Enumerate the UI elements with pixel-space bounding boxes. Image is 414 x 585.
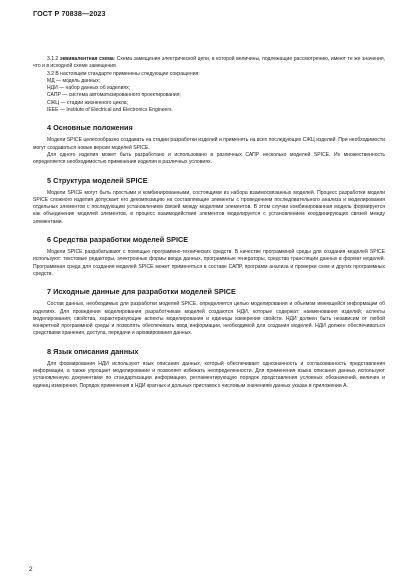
definition-term: эквивалентная схема [59,56,114,62]
abbreviation-item: САПР — система автоматизированного проектирования; [47,92,181,99]
abbreviation-item: IEEE — Institute of Electrical and Electronics Engineers. [47,107,173,114]
section-4-paragraph: Модели SPICE целесообразно создавать на стадии разработки изделий и применять на всех последующих СЖЦ изделий. При необходимости могут создаваться новые версии моделей SPICE. [33,137,385,151]
section-4-heading: 4 Основные положения [47,123,133,133]
definition-text: : Схема замещения электрической цепи, в которой величины, подлежащие рассмотрению, имеют те же значения, что и в исходной схеме замещения. [33,56,385,70]
section-6-paragraph: Модели SPICE разрабатывают с помощью программно-технических средств. В качестве программной среды для создания моделей SPICE используют: текстовые редакторы, электронные формы ввода данных, программные генераторы, средства трансляции данных в формат моделей. Программная среда для создания моделей SPICE может применяться в составе САПР, программ анализа и проверки схем и других программных средств. [33,249,385,277]
section-7-paragraph: Состав данных, необходимых для разработки моделей SPICE, определяется целью моделирования и объемом имеющейся информации об изделиях. Для проведения моделирования разработчикам моделей создаются НДИ, которые содержат: наименования изделий; аспекты моделирования; свойства, характеризующие аспекты моделирования и единицы измерения свойств. НДИ должен быть независим от любой конкретной программной среды и позволять обеспечивать ввод информации, необходимой для создания моделей. НДИ должен обеспечиваться средствами хранения, доступа, передачи и архивирования данных. [33,301,385,337]
abbreviation-item: СЖЦ — стадии жизненного цикла; [47,99,129,106]
abbreviation-item: МД — модель данных; [47,77,101,84]
section-7-heading: 7 Исходные данные для разработки моделей SPICE [47,287,236,297]
section-6-heading: 6 Средства разработки моделей SPICE [47,235,189,245]
section-5-paragraph: Модели SPICE могут быть простыми и комбинированными, состоящими из набора взаимосвязанных моделей. Процесс разработки модели SPICE сложного изделия допускает его декомпозицию на составляющие элементы с проведением последовательного анализа и моделирования отдельных элементов с последующим установлением связей между моделями элементов. В этом случае комбинированная модель формируется как объединение моделей элементов, в процесс взаимодействия элементов моделируется с установлением координирующих связей между элементами. [33,189,385,225]
page-number: 2 [29,566,33,573]
section-8-paragraph: Для формирования НДИ используют язык описания данных, который обеспечивает однозначность и согласованность представления информации, а также упрощает моделирование и позволяет избежать неопределенности. Для применения языка описания данных используют установленную документами по стандартизации информацию, регламентирующую порядок представления условных обозначений, величин и единиц измерения. Порядок применения в НДИ кратных и дольных приставок к числовым значениям данных указан в приложении А. [33,360,385,389]
section-4-paragraph: Для одного изделия может быть разработано и использовано в различных САПР несколько моделей SPICE. Их множественность определяется необходимостью применения изделия в различных условиях. [33,151,385,166]
definition-3-1-2 [33,56,385,71]
abbreviation-item: НДИ — набор данных об изделиях; [47,85,131,92]
abbreviations-intro: 3.2 В настоящем стандарте применены следующие сокращения: [47,70,200,77]
section-5-heading: 5 Структура моделей SPICE [47,175,148,185]
document-number: ГОСТ Р 70838—2023 [33,9,106,18]
section-8-heading: 8 Язык описания данных [47,346,139,356]
definition-number: 3.1.2 [47,56,59,62]
document-body [33,56,385,390]
